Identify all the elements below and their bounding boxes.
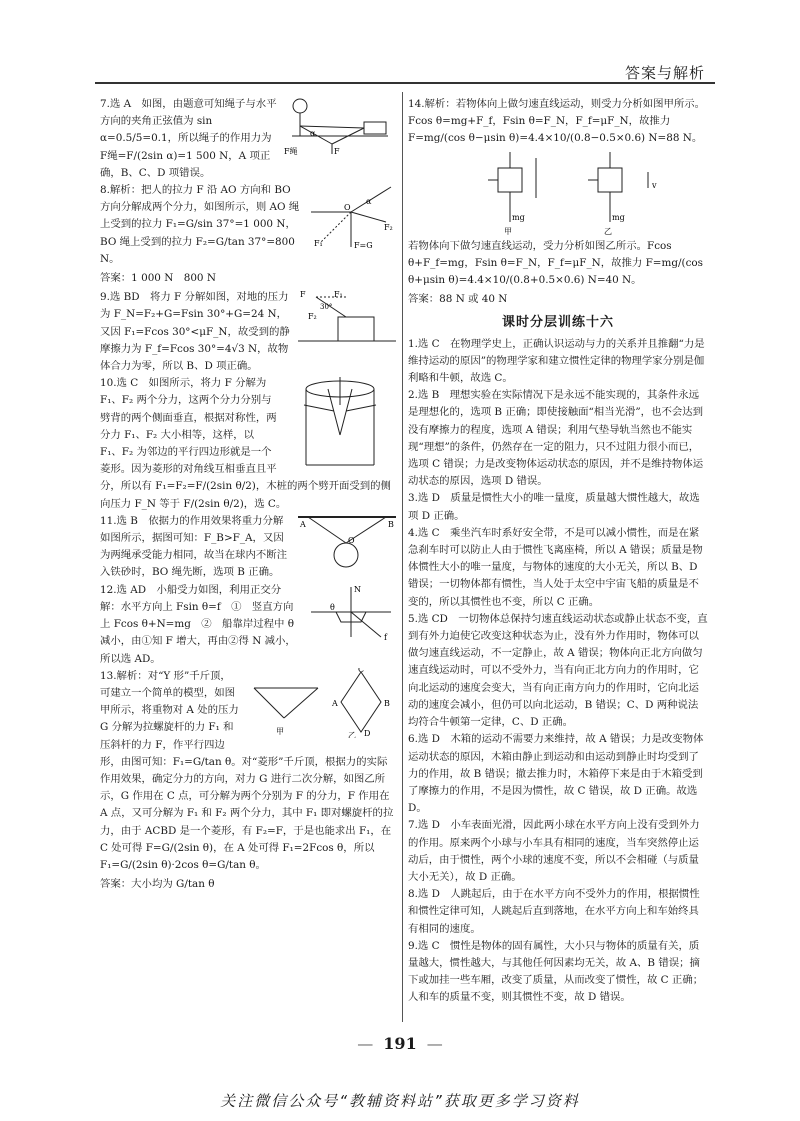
right-column — [408, 96, 708, 1007]
figure-13 — [246, 668, 396, 738]
svg-text:F: F — [300, 290, 306, 300]
answer-r6: 6.选 D 木箱的运动不需要力来维持，故 A 错误；力是改变物体运动状态的原因，木箱由静止到运动和由运动到静止时均受到了力的作用，故 B 错误；撤去推力时，木箱停下来是由于木箱受到了摩擦力的作用，不是因为惯性，故 C 错误，故 D 正确。故选 D。 — [408, 733, 704, 815]
svg-text:B: B — [384, 698, 390, 708]
answer-7: 7.选 A 如图，由题意可知绳子与水平方向的夹角正弦值为 sin α=0.5/5=0.1，所以绳子的作用力为 F绳=F/(2sin α)=1 500 N，A 项正确，B、C、D 项错误。 — [100, 98, 277, 179]
svg-text:甲: 甲 — [504, 226, 512, 236]
figure-9 — [298, 289, 396, 347]
left-column — [100, 96, 396, 895]
svg-text:F₂: F₂ — [308, 312, 317, 322]
answer-13: 13.解析：对“Y 形”千斤顶，可建立一个简单的模型，如图甲所示，将重物对 A 处的压力 G 分解为拉螺旋杆的力 F₁ 和压斜杆的力 F，作平行四边形，由图可知：F₁=G/tan θ。对“菱形”千斤顶，根据力的实际作用效果，确定分力的方向，对力 G 进行二次分解，如图乙所示，G 作用在 C 点，可分解为两个分别为 F 的分力，F 作用在 A 点，又可分解为 F₁ 和 F₂ 两个分力，其中 F₁ 即对螺旋杆的拉力，由于 ACBD 是一个菱形，有 F₂=F，于是也能求出 F₁，在 C 处可得 F=G/(2sin θ)，在 A 处可得 F₁=2Fcos θ，所以 F₁=G/(2sin θ)·2cos θ=G/tan θ。 — [100, 669, 395, 871]
svg-text:乙: 乙 — [604, 226, 612, 236]
answer-14: 14.解析：若物体向上做匀速直线运动，则受力分析如图甲所示。Fcos θ=mg+F_f，Fsin θ=F_N，F_f=μF_N，故推力 F=mg/(cos θ−μsin θ)=4.4×10/(0.8−0.5×0.6) N=88 N。 — [408, 98, 706, 145]
page-header — [95, 60, 715, 82]
answer-13-final: 答案：大小均为 G/tan θ — [100, 878, 215, 891]
figure-8 — [306, 182, 396, 252]
svg-text:D: D — [364, 728, 371, 738]
answer-10: 10.选 C 如图所示，将力 F 分解为 F₁、F₂ 两个分力，这两个分力分别与劈背的两个侧面垂直，根据对称性，两分力 F₁、F₂ 大小相等，这样，以 F₁、F₂ 为邻边的平行四边形就是一个菱形。因为菱形的对角线互相垂直且平分，所以有 F₁=F₂=F/(2sin θ/2)，木桩的两个劈开面受到的侧向压力 F_N 等于 F/(2sin θ/2)，选 C。 — [100, 377, 391, 510]
answer-8-final: 答案：1 000 N 800 N — [100, 272, 216, 285]
svg-text:f: f — [384, 632, 387, 642]
page-number: — 191 — — [357, 1034, 443, 1053]
answer-r5: 5.选 CD 一切物体总保持匀速直线运动状态或静止状态不变，直到有外力迫使它改变这种状态为止，没有外力作用时，物体可以做匀速直线运动，不一定静止，故 A 错误；物体向正北方向做匀速直线运动时，可以不受外力，当有向正北方向力的作用时，它向北运动的速度会变大，当有向正南方向力的作用时，它向北运动的速度会减小，但仍可以向北运动，B 错误；C、D 两种说法均符合牛顿第一定律，C、D 正确。 — [408, 612, 708, 729]
svg-text:甲: 甲 — [276, 726, 284, 736]
svg-text:mg: mg — [512, 212, 525, 222]
svg-text:30°: 30° — [320, 303, 333, 312]
section-title: 课时分层训练十六 — [501, 315, 614, 331]
answer-8: 8.解析：把人的拉力 F 沿 AO 方向和 BO 方向分解成两个分力，如图所示，则 AO 绳上受到的拉力 F₁=G/sin 37°=1 000 N，BO 绳上受到的拉力 F₂=G/tan 37°=800 N。 — [100, 184, 300, 265]
answer-r1: 1.选 C 在物理学史上，正确认识运动与力的关系并且推翻“力是维持运动的原因”的物理学家和建立惯性定律的物理学家分别是伽利略和牛顿，故选 C。 — [408, 337, 705, 385]
figure-12 — [306, 582, 396, 642]
header-rule — [95, 82, 715, 84]
svg-text:α: α — [366, 197, 372, 207]
answer-14-final: 答案：88 N 或 40 N — [408, 293, 508, 306]
figure-14 — [408, 148, 708, 238]
answer-9: 9.选 BD 将力 F 分解如图，对地的压力为 F_N=F₂+G=Fsin 30°+G=24 N，又因 F₁=Fcos 30°<μF_N，故受到的静摩擦力为 F_f=Fcos 30°=4√3 N，故物体合力为零，所以 B、D 项正确。 — [100, 291, 290, 373]
svg-text:F₁: F₁ — [334, 290, 343, 300]
answer-r3: 3.选 D 质量是惯性大小的唯一量度，质量越大惯性越大，故选项 D 正确。 — [408, 492, 700, 522]
figure-10 — [284, 375, 396, 475]
header-title: 答案与解析 — [624, 64, 705, 82]
svg-text:乙: 乙 — [348, 730, 356, 738]
figure-7 — [284, 96, 396, 158]
footer-note: 关注微信公众号“教辅资料站”获取更多学习资料 — [220, 1092, 580, 1110]
figure-11 — [298, 513, 396, 571]
svg-text:N: N — [354, 584, 361, 594]
column-divider — [402, 92, 403, 1022]
svg-text:mg: mg — [612, 212, 625, 222]
answer-11: 11.选 B 依据力的作用效果将重力分解如图所示，据图可知：F_B>F_A，又因为两绳承受能力相同，故当在球内不断注入铁砂时，BO 绳先断，选项 B 正确。 — [100, 514, 288, 579]
fig7-label-F-rope: F绳 — [284, 147, 298, 156]
answer-r7: 7.选 D 小车表面光滑，因此两小球在水平方向上没有受到外力的作用。原来两个小球与小车具有相同的速度，当车突然停止运动后，由于惯性，两个小球的速度不变，所以不会相碰（与质量大小无关），故 D 正确。 — [408, 819, 700, 883]
svg-text:F=G: F=G — [354, 241, 373, 251]
svg-text:C: C — [358, 667, 365, 674]
answer-14-down: 若物体向下做匀速直线运动，受力分析如图乙所示。Fcos θ+F_f=mg，Fsin θ=F_N，F_f=μF_N，故推力 F=mg/(cos θ+μsin θ)=4.4×10/(0.8+0.5×0.6) N=40 N。 — [408, 239, 707, 287]
svg-text:v: v — [652, 180, 657, 190]
answer-12: 12.选 AD 小船受力如图，利用正交分解：水平方向上 Fsin θ=f ① 竖直方向上 Fcos θ+N=mg ② 船靠岸过程中 θ 减小，由①知 F 增大，再由②得 N 减小，所以选 AD。 — [100, 583, 298, 665]
answer-r4: 4.选 C 乘坐汽车时系好安全带，不是可以减小惯性，而是在紧急刹车时可以防止人由于惯性飞离座椅，所以 A 错误；质量是物体惯性大小的唯一量度，与物体的速度的大小无关，所以 B、D 错误；一切物体都有惯性，当人处于太空中宇宙飞船的质量是不变的，所以其惯性也不变，所以 C 正确。 — [408, 526, 703, 608]
answer-r8: 8.选 D 人跳起后，由于在水平方向不受外力的作用，根据惯性和惯性定律可知，人跳起后直到落地，在水平方向上和车始终具有相同的速度。 — [408, 888, 700, 935]
fig7-label-alpha: α — [310, 129, 316, 138]
svg-text:θ: θ — [330, 602, 335, 612]
svg-text:O: O — [344, 203, 351, 213]
svg-text:F₂: F₂ — [384, 223, 393, 233]
fig7-label-F: F — [334, 147, 340, 156]
svg-text:A: A — [300, 519, 306, 529]
answer-r2: 2.选 B 理想实验在实际情况下是永远不能实现的，其条件永远是理想化的，选项 B 正确；即使接触面“相当光滑”，也不会达到没有摩擦力的程度，选项 A 错误；利用气垫导轨当然也不能实现“理想”的条件，仍然存在一定的阻力，只不过阻力很小而已，选项 C 错误；力是改变物体运动状态的原因，并不是维持物体运动状态的原因，选项 D 错误。 — [408, 389, 704, 488]
svg-text:A: A — [332, 698, 338, 708]
svg-text:O: O — [348, 535, 355, 545]
svg-text:F₁: F₁ — [314, 239, 323, 249]
svg-text:B: B — [388, 519, 394, 529]
answer-r9: 9.选 C 惯性是物体的固有属性，大小只与物体的质量有关，质量越大，惯性越大，与其他任何因素均无关，故 A、B 错误；摘下或加挂一些车厢，改变了质量，从而改变了惯性，故 C 正确；人和车的质量不变，则其惯性不变，故 D 错误。 — [408, 939, 704, 1004]
